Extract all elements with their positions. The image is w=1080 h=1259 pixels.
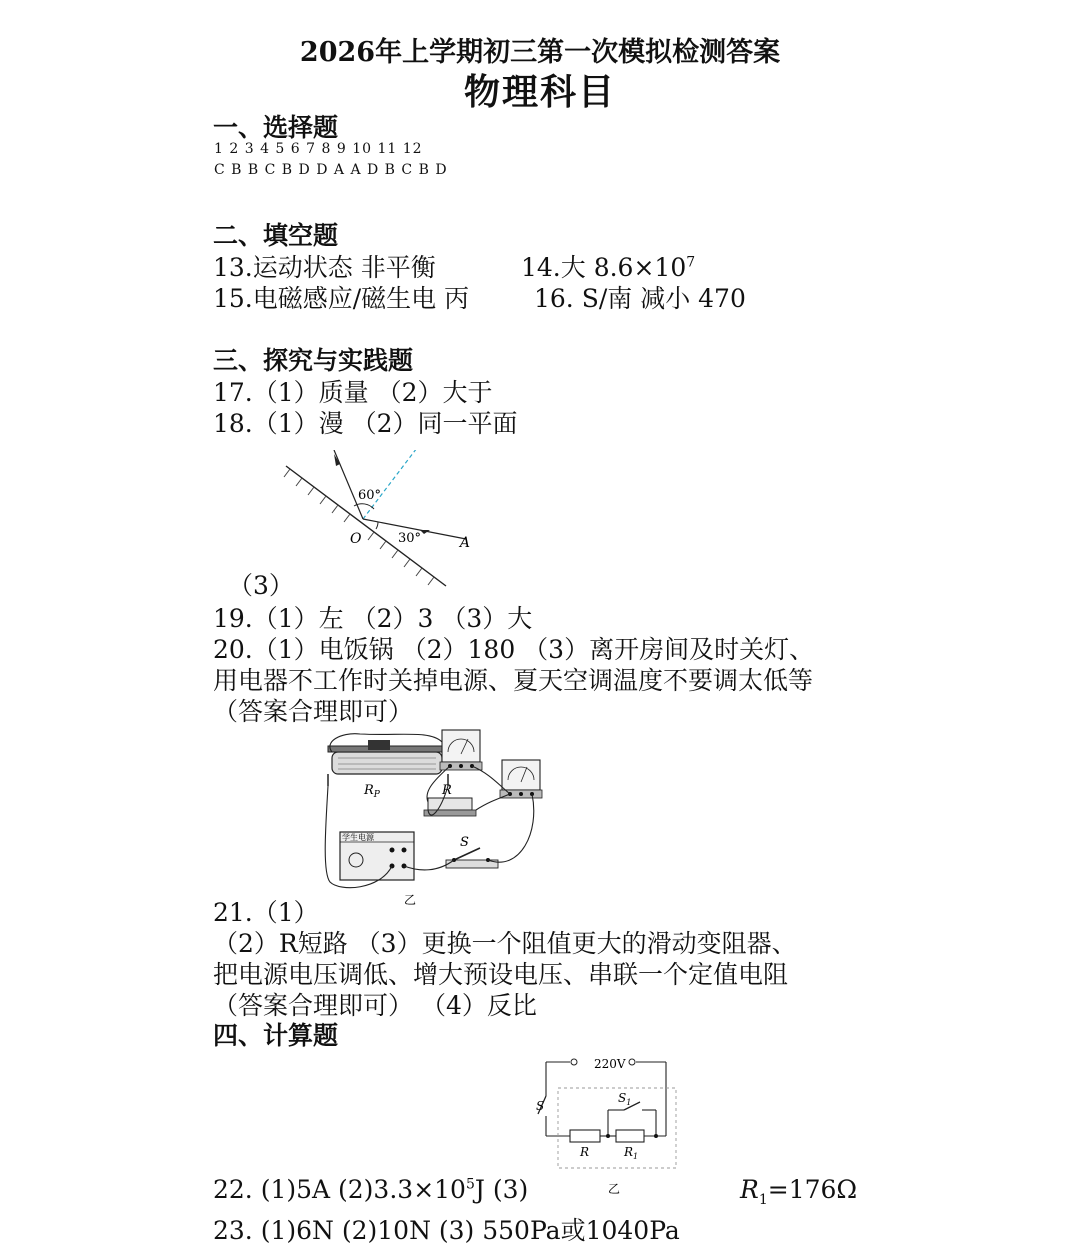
- ammeter: [500, 760, 542, 798]
- answer-q14-base: 14.大 8.6×10: [521, 253, 687, 282]
- reflection-diagram: [270, 450, 470, 590]
- terminal-right: [629, 1059, 635, 1065]
- answer-q17: 17.（1）质量 （2）大于: [213, 378, 493, 407]
- page-title: 2026年上学期初三第一次模拟检测答案: [299, 37, 781, 68]
- angle-label-30: 30°: [398, 531, 422, 546]
- answer-q21-part1: 21.（1）: [213, 898, 319, 927]
- heating-circuit-diagram: [532, 1050, 682, 1195]
- junction-right: [654, 1134, 658, 1138]
- point-o-label: O: [350, 531, 362, 547]
- section-heading-choice: 一、选择题: [213, 113, 339, 142]
- angle-label-60: 60°: [358, 488, 382, 503]
- resistor-r: [570, 1130, 600, 1142]
- answer-q20-line1: 20.（1）电饭锅 （2）180 （3）离开房间及时关灯、: [213, 635, 815, 664]
- r1-value: =176Ω: [767, 1175, 858, 1204]
- resistor-r1-label-main: R: [624, 1145, 634, 1159]
- figure-caption-21: 乙: [404, 893, 417, 907]
- answer-q18-part3: （3）: [228, 571, 294, 600]
- answer-q13: 13.运动状态 非平衡: [213, 253, 436, 282]
- resistor-r1-label: [623, 1145, 638, 1161]
- point-a-label: A: [459, 535, 470, 551]
- page-subtitle: 物理科目: [463, 71, 616, 113]
- switch-s1-label-sub: 1: [626, 1098, 632, 1107]
- mirror-surface: [284, 466, 446, 586]
- choice-answers: C B B C B D D A A D B C B D: [214, 162, 448, 178]
- rheostat-label-main: R: [364, 783, 374, 798]
- answer-q20-line3: （答案合理即可）: [213, 697, 414, 726]
- answer-q19: 19.（1）左 （2）3 （3）大: [213, 604, 533, 633]
- reflected-ray: [334, 450, 363, 519]
- circuit-lines: [546, 1062, 666, 1136]
- answer-q18: 18.（1）漫 （2）同一平面: [213, 409, 518, 438]
- switch-s1-label-main: S: [618, 1091, 627, 1105]
- switch-s1-label: [618, 1091, 631, 1107]
- main-switch-label: S: [536, 1099, 545, 1113]
- angle-arc-60: [354, 504, 374, 509]
- r1-subscript: 1: [758, 1192, 768, 1208]
- answer-q16: 16. S/南 减小 470: [534, 284, 746, 313]
- answer-q22: [213, 1175, 528, 1204]
- answer-q15: 15.电磁感应/磁生电 丙: [213, 284, 470, 313]
- answer-q20-line2: 用电器不工作时关掉电源、夏天空调温度不要调太低等: [213, 666, 814, 695]
- switch-label: S: [460, 835, 469, 850]
- answer-q22-part-a: 22. (1)5A (2)3.3×10: [213, 1175, 466, 1204]
- rheostat-label-sub: P: [373, 790, 380, 800]
- answer-q22-exponent: 5: [465, 1176, 475, 1193]
- answer-q14-exponent: 7: [686, 254, 696, 271]
- resistor-r1-label-sub: 1: [633, 1152, 639, 1161]
- voltmeter: [440, 730, 482, 770]
- section-heading-experiment: 三、探究与实践题: [213, 346, 414, 375]
- switch: [446, 848, 498, 868]
- section-heading-calculation: 四、计算题: [213, 1021, 339, 1050]
- answer-q21-line3: 把电源电压调低、增大预设电压、串联一个定值电阻: [213, 960, 789, 989]
- resistor-block: [424, 798, 476, 816]
- rheostat: [328, 740, 448, 786]
- voltage-label: 220V: [594, 1057, 626, 1071]
- dashed-enclosure: [558, 1088, 676, 1168]
- r1-symbol: R: [740, 1175, 759, 1204]
- terminal-left: [571, 1059, 577, 1065]
- angle-arc-30: [376, 522, 378, 529]
- figure-caption-22: 乙: [608, 1182, 621, 1195]
- resistor-r1: [616, 1130, 644, 1142]
- rheostat-label: [363, 783, 381, 800]
- answer-q21-line2: （2）R短路 （3）更换一个阻值更大的滑动变阻器、: [213, 929, 797, 958]
- circuit-apparatus-diagram: [320, 722, 550, 907]
- section-heading-fill: 二、填空题: [213, 221, 339, 250]
- answer-q23: 23. (1)6N (2)10N (3) 550Pa或1040Pa: [213, 1216, 680, 1245]
- answer-q22-r1: [740, 1175, 857, 1208]
- normal-line: [363, 450, 423, 519]
- answer-q21-line4: （答案合理即可） （4）反比: [213, 991, 537, 1020]
- answer-q22-part-b: J (3): [474, 1175, 529, 1204]
- resistor-label: R: [442, 783, 452, 798]
- junction-left: [606, 1134, 610, 1138]
- power-supply-label: 学生电源: [342, 833, 374, 842]
- choice-question-numbers: 1 2 3 4 5 6 7 8 9 10 11 12: [214, 141, 423, 157]
- resistor-r-label: R: [580, 1145, 590, 1159]
